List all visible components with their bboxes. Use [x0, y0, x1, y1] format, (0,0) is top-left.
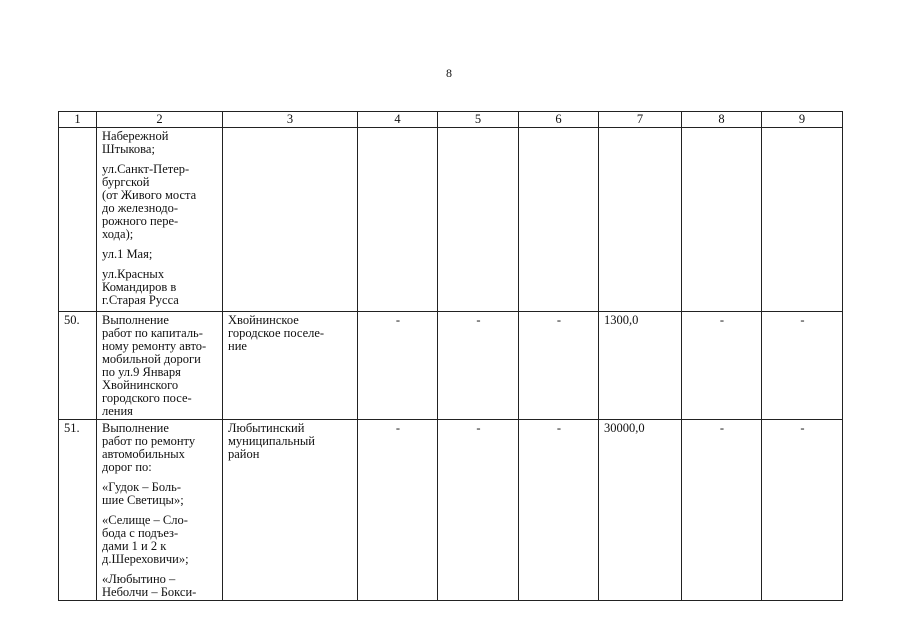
description-paragraph: Набережной Штыкова;: [102, 129, 169, 156]
description-paragraph: «Гудок – Боль- шие Светицы»;: [102, 480, 184, 507]
responsible-cell: Хвойнинское городское поселе- ние: [223, 312, 358, 420]
description-paragraph: Выполнение работ по капиталь- ному ремонту авто- мобильной дороги по ул.9 Января Хвойнинского городского посе- ления: [102, 313, 207, 418]
column-header: 1: [59, 112, 97, 128]
value-cell-7: 30000,0: [599, 420, 682, 601]
column-header: 3: [223, 112, 358, 128]
description-paragraph: Выполнение работ по ремонту автомобильных дорог по:: [102, 421, 196, 474]
value-cell-9: -: [762, 420, 843, 601]
responsible-cell: Любытинский муниципальный район: [223, 420, 358, 601]
description-paragraph: ул.Красных Командиров в г.Старая Русса: [102, 267, 179, 307]
table-row: [59, 312, 843, 420]
value-cell-4: -: [358, 420, 438, 601]
column-header: 5: [438, 112, 519, 128]
table-row: [59, 128, 843, 312]
value-cell-5: -: [438, 420, 519, 601]
description-cell: [97, 312, 223, 420]
column-header: 4: [358, 112, 438, 128]
description-cell: [97, 128, 223, 312]
table-row: [59, 420, 843, 601]
value-cell-8: -: [682, 420, 762, 601]
column-header: 8: [682, 112, 762, 128]
description-paragraph: «Любытино – Неболчи – Бокси-: [102, 572, 197, 599]
header-row: [59, 112, 843, 128]
value-cell-8: [682, 128, 762, 312]
column-header: 7: [599, 112, 682, 128]
value-cell-8: -: [682, 312, 762, 420]
column-header: 9: [762, 112, 843, 128]
description-paragraph: «Селище – Сло- бода с подъез- дами 1 и 2 к д.Шереховичи»;: [102, 513, 189, 566]
row-number-cell: 50.: [59, 312, 97, 420]
value-cell-4: -: [358, 312, 438, 420]
row-number-cell: 51.: [59, 420, 97, 601]
value-cell-7: 1300,0: [599, 312, 682, 420]
value-cell-6: [519, 128, 599, 312]
value-cell-6: -: [519, 420, 599, 601]
value-cell-4: [358, 128, 438, 312]
responsible-cell: [223, 128, 358, 312]
row-number-cell: [59, 128, 97, 312]
column-header: 6: [519, 112, 599, 128]
column-header: 2: [97, 112, 223, 128]
page-number: 8: [446, 66, 452, 80]
value-cell-5: [438, 128, 519, 312]
value-cell-9: [762, 128, 843, 312]
description-paragraph: ул.Санкт-Петер- бургской (от Живого моста до железнодо- рожного пере- хода);: [102, 162, 197, 241]
description-cell: [97, 420, 223, 601]
value-cell-5: -: [438, 312, 519, 420]
data-table: [58, 111, 843, 601]
description-paragraph: ул.1 Мая;: [102, 247, 153, 261]
value-cell-9: -: [762, 312, 843, 420]
value-cell-6: -: [519, 312, 599, 420]
value-cell-7: [599, 128, 682, 312]
